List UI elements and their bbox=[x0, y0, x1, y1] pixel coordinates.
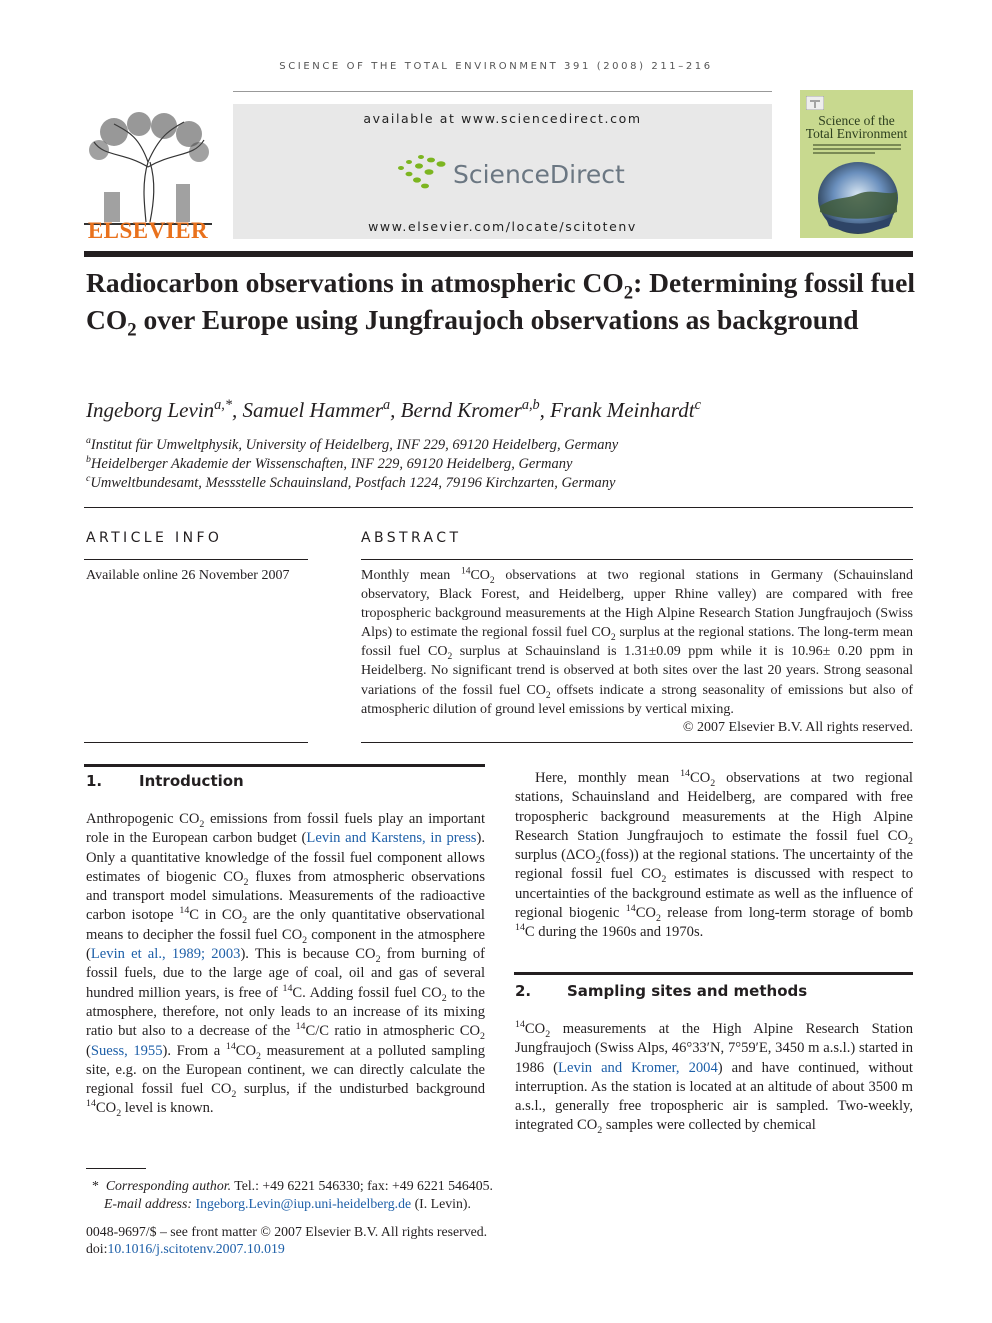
cover-globe-image bbox=[815, 160, 901, 236]
sciencedirect-dots-icon bbox=[395, 154, 451, 190]
author-name[interactable]: Frank Meinhardt bbox=[550, 398, 695, 422]
author-mark: a,* bbox=[214, 397, 232, 413]
affiliation-text: Umweltbundesamt, Messstelle Schauinsland, Postfach 1224, 79196 Kirchzarten, Germany bbox=[90, 475, 616, 491]
author-name[interactable]: Ingeborg Levin bbox=[86, 398, 215, 422]
author-mark: c bbox=[694, 397, 701, 413]
affiliation-mark: c bbox=[86, 473, 91, 485]
issn-line: 0048-9697/$ – see front matter © 2007 Elsevier B.V. All rights reserved. bbox=[86, 1224, 488, 1239]
title-text-3: over Europe using Jungfraujoch observations as background bbox=[136, 304, 859, 335]
affiliation-mark: b bbox=[86, 454, 91, 466]
right-paragraph: Here, monthly mean $^{14}CO_2$ observations at two regional stations, Schauinsland and Heidelberg, are compared with free tropospheric background measurements at the High Alpine Research Station Jungfraujoch to estimate the fossil fuel $CO_2$ surplus $(\Delta CO_2(foss))$ at the regional stations. The uncertainty of the regional fossil fuel $CO_2$ estimates is discussed with respect to uncertainties of the background estimate as well as the influence of regional biogenic $^{14}CO_2$ release from long-term storage of bomb $^{14}$C during the 1960s and 1970s. bbox=[515, 768, 913, 941]
cover-title bbox=[800, 114, 913, 140]
footnote-corr-label: Corresponding author. bbox=[105, 1178, 232, 1193]
affiliation-text: Heidelberger Akademie der Wissenschaften, INF 229, 69120 Heidelberg, Germany bbox=[90, 456, 573, 472]
sciencedirect-brand: ScienceDirect bbox=[453, 160, 625, 189]
banner-top-rule bbox=[233, 91, 772, 92]
author-name[interactable]: Bernd Kromer bbox=[400, 398, 522, 422]
ref-link[interactable]: Levin et al., 1989; 2003 bbox=[90, 946, 241, 963]
affiliation-text: Institut für Umweltphysik, University of Heidelberg, INF 229, 69120 Heidelberg, Germany bbox=[90, 437, 619, 453]
elsevier-wordmark: ELSEVIER bbox=[87, 218, 209, 243]
header-rule bbox=[84, 251, 913, 257]
cover-title-line2: Total Environment bbox=[805, 126, 908, 141]
doi-link[interactable]: 10.1016/j.scitotenv.2007.10.019 bbox=[107, 1241, 285, 1256]
footnote-corr-text: Tel.: +49 6221 546330; fax: +49 6221 546405. bbox=[231, 1178, 493, 1193]
author-name[interactable]: Samuel Hammer bbox=[242, 398, 384, 422]
title-text-1: Radiocarbon observations in atmospheric CO bbox=[86, 267, 624, 298]
available-at-text[interactable]: available at www.sciencedirect.com bbox=[363, 111, 642, 126]
section-2-number: 2. bbox=[515, 982, 532, 1000]
ref-link[interactable]: Levin and Kromer, 2004 bbox=[558, 1059, 718, 1076]
email-after: (I. Levin). bbox=[411, 1196, 471, 1211]
author-mark: a bbox=[383, 397, 391, 413]
affiliation-b bbox=[86, 456, 572, 473]
doi-label: doi: bbox=[86, 1241, 108, 1256]
section-1-heading: Introduction bbox=[139, 772, 244, 790]
abstract-bottom-rule bbox=[361, 742, 913, 743]
section-2-heading: Sampling sites and methods bbox=[567, 982, 808, 1000]
abstract-rule bbox=[361, 559, 913, 560]
article-info-heading: ARTICLE INFO bbox=[86, 530, 223, 546]
intro-paragraph: Anthropogenic $CO_2$ emissions from fossil fuels play an important role in the European carbon budget (Levin and Karstens, in press). Only a quantitative knowledge of the fossil fuel component allows estimates of biogenic $CO_2$ fluxes from atmospheric observations and transport model simulations. Measurements of the radioactive carbon isotope $^{14}$C in $CO_2$ are the only quantitative observational means to decipher the fossil fuel $CO_2$ component in the atmosphere (Levin et al., 1989; 2003). This is because $CO_2$ from burning of fossil fuels, due to the large age of coal, oil and gas of several hundred million years, is free of $^{14}$C. Adding fossil fuel $CO_2$ to the atmosphere, therefore, not only leads to an increase of its mixing ratio but also to a decrease of the $^{14}$C/C ratio in atmospheric $CO_2$ (Suess, 1955). From a $^{14}CO_2$ measurement at a polluted sampling site, e.g. on the European continent, we can directly calculate the regional fossil fuel $CO_2$ surplus, if the undisturbed background $^{14}CO_2$ level is known. bbox=[86, 811, 485, 1120]
article-info-bottom-rule bbox=[84, 742, 308, 743]
title-sub-2: 2 bbox=[127, 319, 137, 341]
affiliation-c bbox=[86, 475, 615, 492]
author-list: Ingeborg Levin$^{a,*}$, Samuel Hammer$^a$, Bernd Kromer$^{a,b}$, Frank Meinhardt$^c$ bbox=[86, 397, 701, 422]
abstract-heading: ABSTRACT bbox=[361, 530, 462, 546]
article-title bbox=[86, 264, 916, 341]
sampling-paragraph: $^{14}CO_2$ measurements at the High Alpine Research Station Jungfraujoch (Swiss Alps, 46°33′N, 7°59′E, 3450 m a.s.l.) started in 1986 (Levin and Kromer, 2004) and have continued, without interruption. As the station is located at an altitude of about 3500 m a.s.l., generally free tropospheric air is sampled. Two-weekly, integrated $CO_2$ samples were collected by chemical bbox=[515, 1019, 913, 1137]
section-1-number: 1. bbox=[86, 772, 103, 790]
affiliation-a bbox=[86, 437, 618, 454]
sciencedirect-logo bbox=[395, 150, 625, 200]
abstract-text: Monthly mean $^{14}CO_2$ observations at two regional stations in Germany (Schauinsland observatory, Black Forest, and Heidelberg, upper Rhine valley) are compared with free tropospheric background measurements at the High Alpine Research Station Jungfraujoch (Swiss Alps) to estimate the regional fossil fuel $CO_2$ surplus at the regional stations. The long-term mean fossil fuel $CO_2$ surplus at Schauinsland is 1.31±0.09 ppm while it is 10.96± 0.20 ppm in Heidelberg. No significant trend is observed at both sites over the last 20 years. Strong seasonal variations of the fossil fuel $CO_2$ offsets indicate a strong seasonality of emissions but also of atmospheric dilution of ground level emissions by vertical mixing. bbox=[361, 566, 913, 717]
ref-link[interactable]: Suess, 1955 bbox=[90, 1042, 163, 1059]
footnote-star: * bbox=[92, 1178, 99, 1193]
email-label: E-mail address: bbox=[104, 1196, 193, 1211]
author-mark: a,b bbox=[521, 397, 540, 413]
journal-running-header: SCIENCE OF THE TOTAL ENVIRONMENT 391 (2008) 211–216 bbox=[279, 61, 713, 72]
abstract-copyright: © 2007 Elsevier B.V. All rights reserved. bbox=[682, 720, 913, 735]
title-text-2: : Determining fossil fuel CO bbox=[86, 267, 915, 335]
section-2-rule bbox=[514, 972, 913, 975]
affiliation-rule bbox=[84, 507, 913, 508]
cover-title-line1: Science of the bbox=[818, 113, 895, 128]
cover-fine-print bbox=[813, 142, 901, 158]
email-link[interactable]: Ingeborg.Levin@iup.uni-heidelberg.de bbox=[195, 1196, 412, 1211]
footnote-corresponding bbox=[92, 1177, 512, 1195]
journal-url[interactable]: www.elsevier.com/locate/scitotenv bbox=[368, 219, 637, 234]
affiliation-mark: a bbox=[86, 435, 91, 447]
available-online: Available online 26 November 2007 bbox=[86, 568, 290, 583]
cover-elsevier-icon bbox=[806, 96, 824, 110]
title-sub-1: 2 bbox=[623, 282, 634, 304]
article-info-rule bbox=[84, 559, 308, 560]
ref-link[interactable]: Levin and Karstens, in press bbox=[306, 830, 477, 847]
footnote-email bbox=[104, 1195, 524, 1213]
footnote-rule bbox=[86, 1168, 146, 1169]
doi-line bbox=[86, 1240, 526, 1258]
section-1-rule bbox=[84, 764, 485, 767]
